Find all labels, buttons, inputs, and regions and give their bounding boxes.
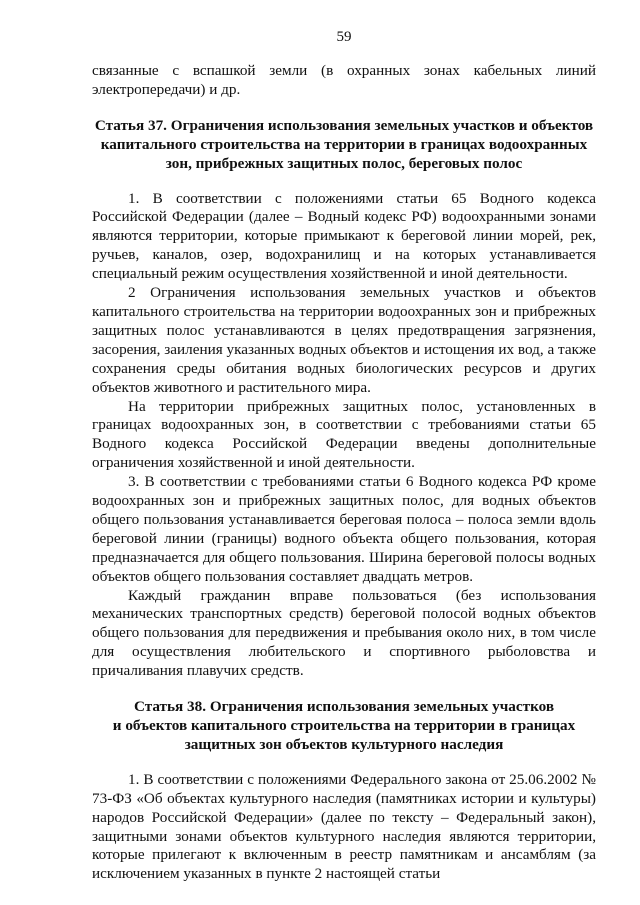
article-37-paragraph: 1. В соответствии с положениями статьи 65 Водного кодекса Российской Федерации (далее – Водный кодекс РФ) водоохранными зонами являются территории, которые примыкают к береговой линии морей, рек, ручьев, каналов, озер, водохранилищ и на которых устанавливается специальный режим осуществления хозяйственной и иной деятельности. — [92, 189, 596, 283]
page-number: 59 — [336, 29, 352, 45]
article-37-section — [92, 117, 596, 681]
document-page — [92, 28, 596, 884]
article-37-paragraph: Каждый гражданин вправе пользоваться (без использования механических транспортных средств) береговой полосой водных объектов общего пользования для передвижения и пребывания около них, в том числе для осуществления любительского и спортивного рыболовства и причаливания плавучих средств. — [92, 586, 596, 680]
intro-continuation-paragraph: связанные с вспашкой земли (в охранных зонах кабельных линий электропередачи) и др. — [92, 62, 596, 98]
article-37-paragraph: 3. В соответствии с требованиями статьи 6 Водного кодекса РФ кроме водоохранных зон и прибрежных защитных полос, для водных объектов общего пользования устанавливается береговая полоса – полоса земли вдоль береговой линии (границы) водного объекта общего пользования, которая предназначается для общего пользования. Ширина береговой полосы водных объектов общего пользования составляет двадцать метров. — [92, 473, 596, 585]
article-38-paragraph: 1. В соответствии с положениями Федерального закона от 25.06.2002 № 73-ФЗ «Об объектах культурного наследия (памятниках истории и культуры) народов Российской Федерации» (далее по тексту – Федеральный закон), защитными зонами объектов культурного наследия являются территории, которые прилегают к включенным в реестр памятникам и ансамблям (за исключением указанных в пункте 2 настоящей статьи — [92, 770, 596, 883]
article-38-title-line: Статья 38. Ограничения использования земельных участков — [133, 698, 555, 716]
article-38-title-line: защитных зон объектов культурного наследия — [184, 735, 504, 753]
article-38-title-line: и объектов капитального строительства на территории в границах — [112, 717, 576, 734]
article-38-section — [92, 698, 596, 884]
article-37-title: Статья 37. Ограничения использования земельных участков и объектов капитального строительства на территории в границах водоохранных зон, прибрежных защитных полос, береговых полос — [94, 116, 594, 172]
article-38-title — [92, 698, 596, 755]
article-37-paragraph: На территории прибрежных защитных полос, установленных в границах водоохранных зон, в соответствии с требованиями статьи 65 Водного кодекса Российской Федерации введены дополнительные ограничения хозяйственной и иной деятельности. — [92, 397, 596, 472]
article-37-paragraph: 2 Ограничения использования земельных участков и объектов капитального строительства на территории водоохранных зон и прибрежных защитных полос устанавливаются в целях предотвращения загрязнения, засорения, заиления указанных водных объектов и истощения их вод, а также сохранения среды обитания водных биологических ресурсов и других объектов животного и растительного мира. — [92, 284, 596, 396]
